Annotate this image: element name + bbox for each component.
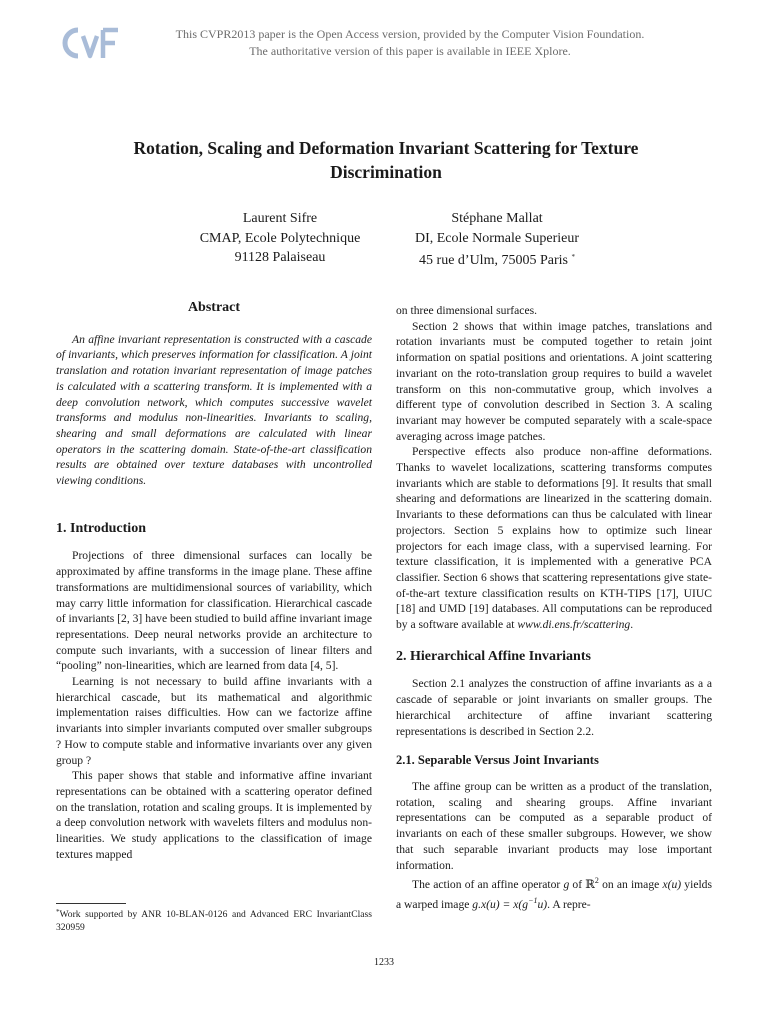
abstract-heading: Abstract bbox=[187, 300, 241, 315]
math-expression: u) bbox=[537, 897, 548, 911]
footnote-text: Work supported by ANR 10-BLAN-0126 and Advanced ERC InvariantClass 320959 bbox=[56, 909, 372, 933]
author-block-2 bbox=[347, 209, 647, 271]
right-column bbox=[396, 303, 712, 912]
text-run: . A repre- bbox=[547, 897, 591, 911]
software-link[interactable]: www.di.ens.fr/scattering bbox=[517, 618, 631, 632]
math-superscript: 2 bbox=[594, 876, 599, 886]
author-address-text: 45 rue d’Ulm, 75005 Paris bbox=[419, 253, 568, 268]
author-address bbox=[347, 248, 647, 271]
math-expression: x(u) bbox=[662, 878, 682, 892]
author-affiliation: CMAP, Ecole Polytechnique bbox=[199, 230, 361, 246]
left-column bbox=[56, 300, 372, 863]
author-name: Stéphane Mallat bbox=[451, 211, 543, 226]
perspective-text-end: . bbox=[630, 618, 634, 632]
math-expression: g.x(u) = x(g bbox=[472, 897, 529, 911]
body-paragraph-perspective bbox=[396, 444, 712, 632]
math-symbol: g bbox=[563, 878, 570, 892]
math-superscript: −1 bbox=[528, 895, 538, 905]
text-run: of ℝ bbox=[569, 878, 595, 892]
body-paragraph-continued: on three dimensional surfaces. bbox=[396, 304, 538, 317]
page-number: 1233 bbox=[374, 957, 394, 968]
footnote-mark: * bbox=[56, 908, 60, 916]
subsection-paragraph-2 bbox=[396, 873, 712, 912]
author-name: Laurent Sifre bbox=[242, 211, 318, 226]
intro-paragraph-2: Learning is not necessary to build affine invariants with a hierarchical cascade, but its mathematical and algorithmic implementation raises difficulties. How can we factorize affine invariants into simpler invariants computed over smaller subgroups ? How to compute stable and informative invariants over any given group ? bbox=[56, 675, 372, 767]
author-address: 91128 Palaiseau bbox=[234, 250, 326, 265]
footnote-marker: * bbox=[571, 253, 575, 261]
author-affiliation: DI, Ecole Normale Superieur bbox=[414, 230, 580, 246]
section2-intro-paragraph: Section 2.1 analyzes the construction of affine invariants as a a cascade of separable or joint invariants on smaller groups. The hierarchical architecture of affine invariant scattering representations is described in Section 2.2. bbox=[396, 677, 712, 738]
banner-line-1: This CVPR2013 paper is the Open Access version, provided by the Computer Vision Foundation. bbox=[175, 27, 645, 41]
section-heading-introduction: 1. Introduction bbox=[56, 520, 146, 536]
open-access-banner bbox=[100, 26, 720, 60]
intro-paragraph-3: This paper shows that stable and informative affine invariant representations can be obtained with a scattering operator defined on the translation, rotation and scaling groups. It is implemented by a deep convolution network with wavelets filters and modulus non-linearities. We study applications to the classification of image textures mapped bbox=[56, 769, 372, 861]
text-run: yields a warped image bbox=[396, 878, 712, 911]
body-paragraph-section-overview: Section 2 shows that within image patches, translations and rotation invariants must be computed together to retain joint information on spatial positions and orientations. A joint scattering invariant on the roto-translation group requires to build a wavelet transform on this non-commutative group, which involves a different type of convolution described in Section 3. A scaling invariant may however be computed separately with a scale-space averaging across image patches. bbox=[396, 319, 712, 443]
footnote bbox=[56, 906, 372, 934]
section-heading-hierarchical: 2. Hierarchical Affine Invariants bbox=[396, 648, 591, 664]
text-run: on an image bbox=[598, 878, 663, 892]
subsection-heading-2-1: 2.1. Separable Versus Joint Invariants bbox=[396, 753, 599, 768]
abstract-text: An affine invariant representation is constructed with a cascade of invariants, which preserves information for classification. A joint translation and rotation invariant representation of image patches is calculated with a scattering transform. It is implemented with a deep convolution network, which computes successive wavelet transforms and modulus non-linearities. Invariants to scaling, shearing and small deformations are calculated with linear operators in the scattering domain. State-of-the-art classification results are obtained over texture databases with uncontrolled viewing conditions. bbox=[56, 332, 372, 488]
intro-paragraph-1: Projections of three dimensional surfaces can locally be approximated by affine transforms in the image plane. These affine transformations are multidimensional sources of variability, which may carry little information for classification. Hierarchical cascade of invariants [2, 3] have been studied to build affine invariant image representations. Deep neural networks provide an architecture to compute such invariants, with a succession of linear filters and “pooling” non-linearities, which are learned from data [4, 5]. bbox=[56, 549, 372, 673]
footnote-rule bbox=[56, 903, 126, 904]
text-run: The action of an affine operator bbox=[412, 878, 564, 892]
paper-title bbox=[60, 136, 712, 184]
title-line-2: Discrimination bbox=[330, 162, 442, 182]
perspective-text: Perspective effects also produce non-affine deformations. Thanks to wavelet localizations, scattering transforms computes invariants which are stable to deformations [9]. It results that small shearing and deformations are linearized in the scattering domain. Invariants to these deformations can thus be calculated with linear projectors. Section 5 explains how to optimize such linear projectors for each image class, with a supervised learning. For texture classification, it is implemented with a generative PCA classifier. Section 6 shows that scattering representations give state-of-the-art texture classification results on KTH-TIPS [17], UIUC [18] and UMD [19] databases. All computations can be reproduced by a software available at bbox=[396, 445, 712, 632]
title-line-1: Rotation, Scaling and Deformation Invariant Scattering for Texture bbox=[133, 138, 639, 158]
subsection-paragraph-1: The affine group can be written as a product of the translation, rotation, scaling and shearing groups. Affine invariant representations can be computed as a separable product of invariants on each of these smaller subgroups. However, we show that such separable invariant products may lose important information. bbox=[396, 779, 712, 872]
banner-line-2: The authoritative version of this paper is available in IEEE Xplore. bbox=[249, 44, 571, 58]
